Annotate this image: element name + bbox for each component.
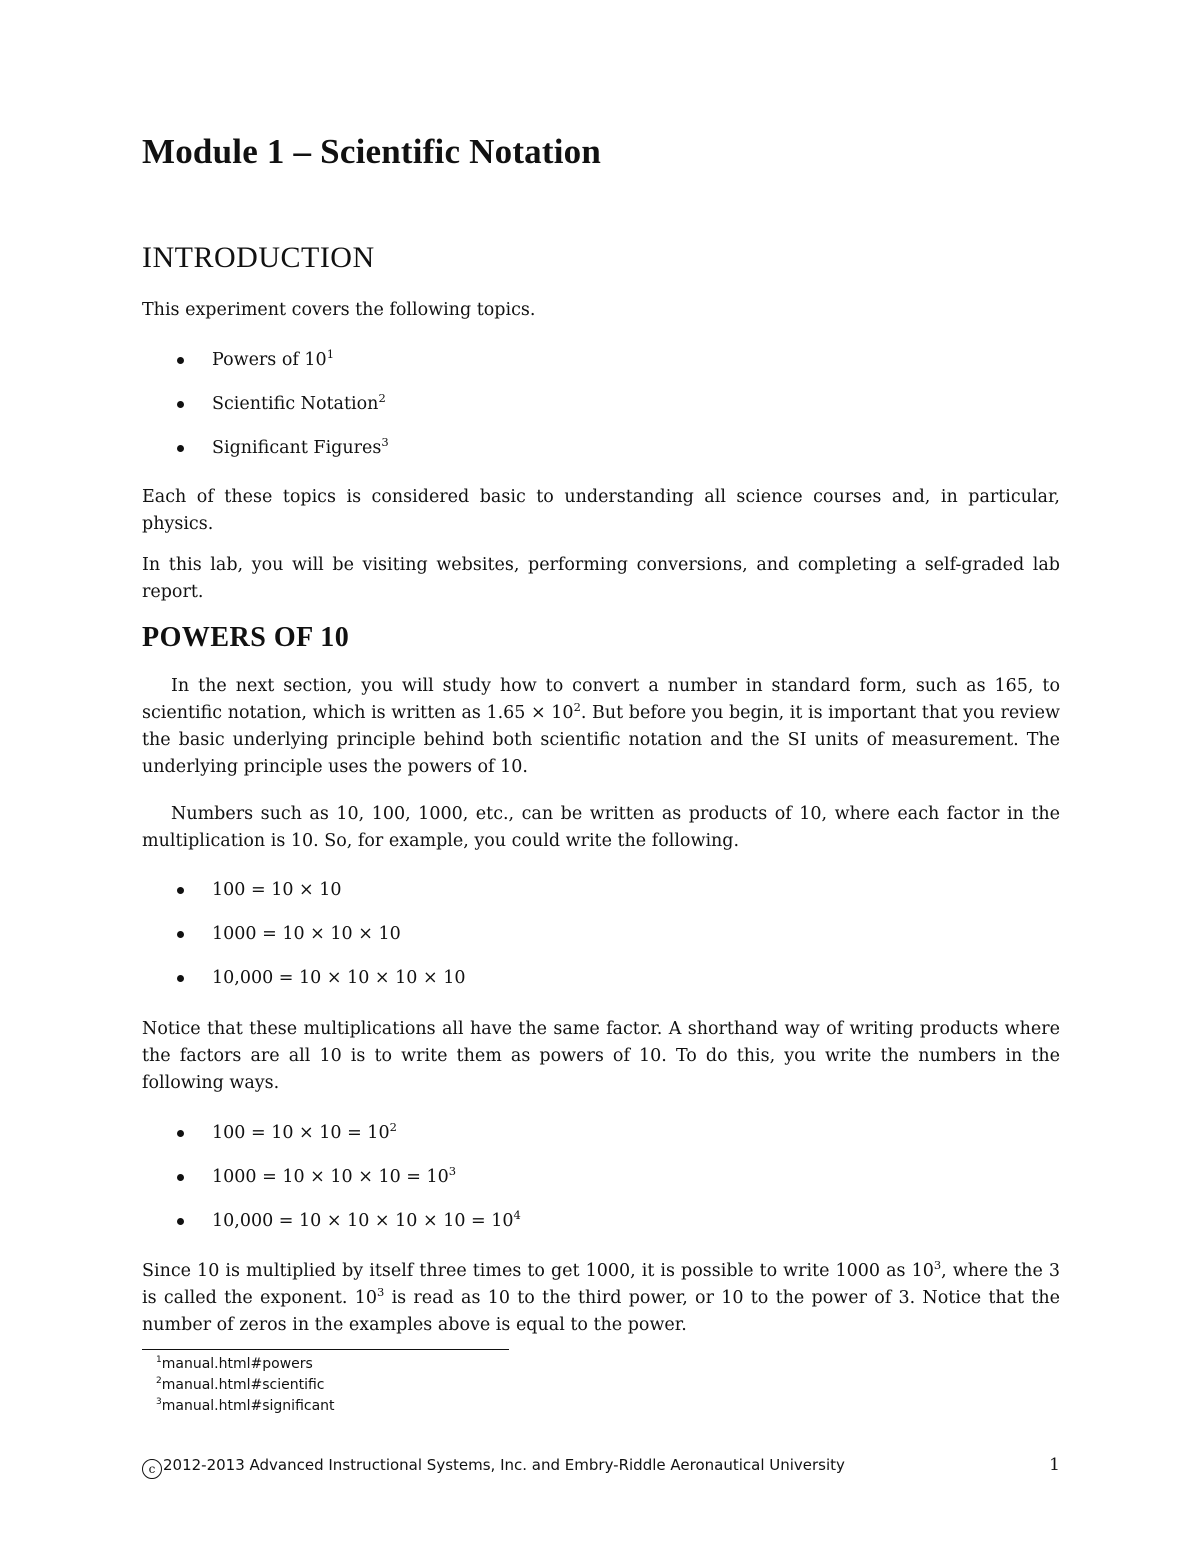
footnote-marker: 3 bbox=[381, 435, 389, 449]
powers-paragraph-4 bbox=[142, 1258, 1060, 1339]
bullet-icon bbox=[177, 931, 184, 938]
topic-label: Significant Figures bbox=[212, 438, 382, 458]
exponent: 3 bbox=[933, 1258, 942, 1272]
topic-label: Powers of 10 bbox=[212, 350, 327, 370]
exponent: 2 bbox=[389, 1120, 397, 1134]
footnote-divider bbox=[142, 1349, 509, 1350]
page-title: Module 1 – Scientific Notation bbox=[142, 132, 602, 171]
exponent: 4 bbox=[513, 1208, 521, 1222]
footer-copyright-text: 2012-2013 Advanced Instructional Systems, Inc. and Embry-Riddle Aeronautical University bbox=[163, 1456, 845, 1474]
bullet-icon bbox=[177, 887, 184, 894]
exponent: 2 bbox=[573, 700, 581, 714]
exponent: 3 bbox=[377, 1285, 385, 1299]
powers-paragraph-3: Notice that these multiplications all have the same factor. A shorthand way of writing products where the factors are all 10 is to write them as powers of 10. To do this, you write the numbers in the following ways. bbox=[142, 1019, 1060, 1093]
powers-list bbox=[142, 1120, 1060, 1252]
topic-label: Scientific Notation bbox=[212, 394, 379, 414]
footnotes bbox=[156, 1354, 335, 1417]
list-item bbox=[142, 877, 1060, 921]
powers-of-10-heading: POWERS OF 10 bbox=[142, 622, 350, 653]
bullet-icon bbox=[177, 445, 184, 452]
equation-text: 1000 = 10 × 10 × 10 = 10 bbox=[212, 1167, 449, 1187]
bullet-icon bbox=[177, 1218, 184, 1225]
equation-text: 10,000 = 10 × 10 × 10 × 10 bbox=[212, 968, 466, 988]
bullet-icon bbox=[177, 401, 184, 408]
powers-paragraph-2: Numbers such as 10, 100, 1000, etc., can be written as products of 10, where each factor in the multiplication is 10. So, for example, you could write the following. bbox=[142, 804, 1060, 851]
intro-paragraph-2: In this lab, you will be visiting websites, performing conversions, and completing a self-graded lab report. bbox=[142, 555, 1060, 602]
bullet-icon bbox=[177, 975, 184, 982]
footnote-link[interactable]: manual.html#powers bbox=[161, 1356, 313, 1372]
page-footer bbox=[142, 1454, 1060, 1479]
topics-list bbox=[142, 347, 1060, 479]
copyright-icon: c bbox=[142, 1459, 162, 1479]
equation-text: 10,000 = 10 × 10 × 10 × 10 = 10 bbox=[212, 1211, 514, 1231]
intro-lead-paragraph: This experiment covers the following topics. bbox=[142, 300, 536, 320]
footnote-link[interactable]: manual.html#significant bbox=[161, 1398, 335, 1414]
powers-p4-text-c: is read as 10 to the third power, or 10 to the power of 3. Notice that the number of zeros in the examples above is equal to the power. bbox=[142, 1288, 1061, 1335]
introduction-heading: INTRODUCTION bbox=[142, 241, 375, 274]
powers-paragraph-1 bbox=[142, 673, 1060, 781]
footnote bbox=[156, 1396, 335, 1417]
list-item bbox=[142, 965, 1060, 1009]
exponent: 3 bbox=[448, 1164, 457, 1178]
footnote-marker: 1 bbox=[326, 347, 335, 361]
list-item bbox=[142, 921, 1060, 965]
equation-text: 100 = 10 × 10 bbox=[212, 880, 342, 900]
list-item bbox=[142, 1120, 1060, 1164]
footnote-marker: 2 bbox=[378, 391, 386, 405]
list-item bbox=[142, 435, 1060, 479]
powers-p1-text-a: In the next section, you will study how to convert a number in standard form, such as 165, to scientific notation, which is written as 1.65 × 10 bbox=[142, 676, 1060, 723]
list-item bbox=[142, 391, 1060, 435]
equation-text: 100 = 10 × 10 = 10 bbox=[212, 1123, 390, 1143]
bullet-icon bbox=[177, 1174, 184, 1181]
page-number: 1 bbox=[1049, 1455, 1060, 1475]
intro-paragraph-1: Each of these topics is considered basic to understanding all science courses and, in particular, physics. bbox=[142, 487, 1060, 534]
document-page bbox=[142, 0, 1060, 1553]
products-list bbox=[142, 877, 1060, 1009]
powers-p4-text-a: Since 10 is multiplied by itself three times to get 1000, it is possible to write 1000 as 10 bbox=[142, 1261, 934, 1281]
footnote-number: 3 bbox=[156, 1397, 162, 1407]
list-item bbox=[142, 347, 1060, 391]
powers-p4-text-b: , where the 3 is called the exponent. 10 bbox=[142, 1261, 1060, 1308]
equation-text: 1000 = 10 × 10 × 10 bbox=[212, 924, 401, 944]
footnote bbox=[156, 1375, 335, 1396]
list-item bbox=[142, 1164, 1060, 1208]
footnote-link[interactable]: manual.html#scientific bbox=[161, 1377, 325, 1393]
powers-p1-text-b: . But before you begin, it is important that you review the basic underlying principle behind both scientific notation and the SI units of measurement. The underlying principle uses the powers of 10. bbox=[142, 703, 1060, 777]
bullet-icon bbox=[177, 357, 184, 364]
footnote bbox=[156, 1354, 335, 1375]
footnote-number: 1 bbox=[156, 1355, 162, 1365]
list-item bbox=[142, 1208, 1060, 1252]
footnote-number: 2 bbox=[156, 1376, 162, 1386]
bullet-icon bbox=[177, 1130, 184, 1137]
